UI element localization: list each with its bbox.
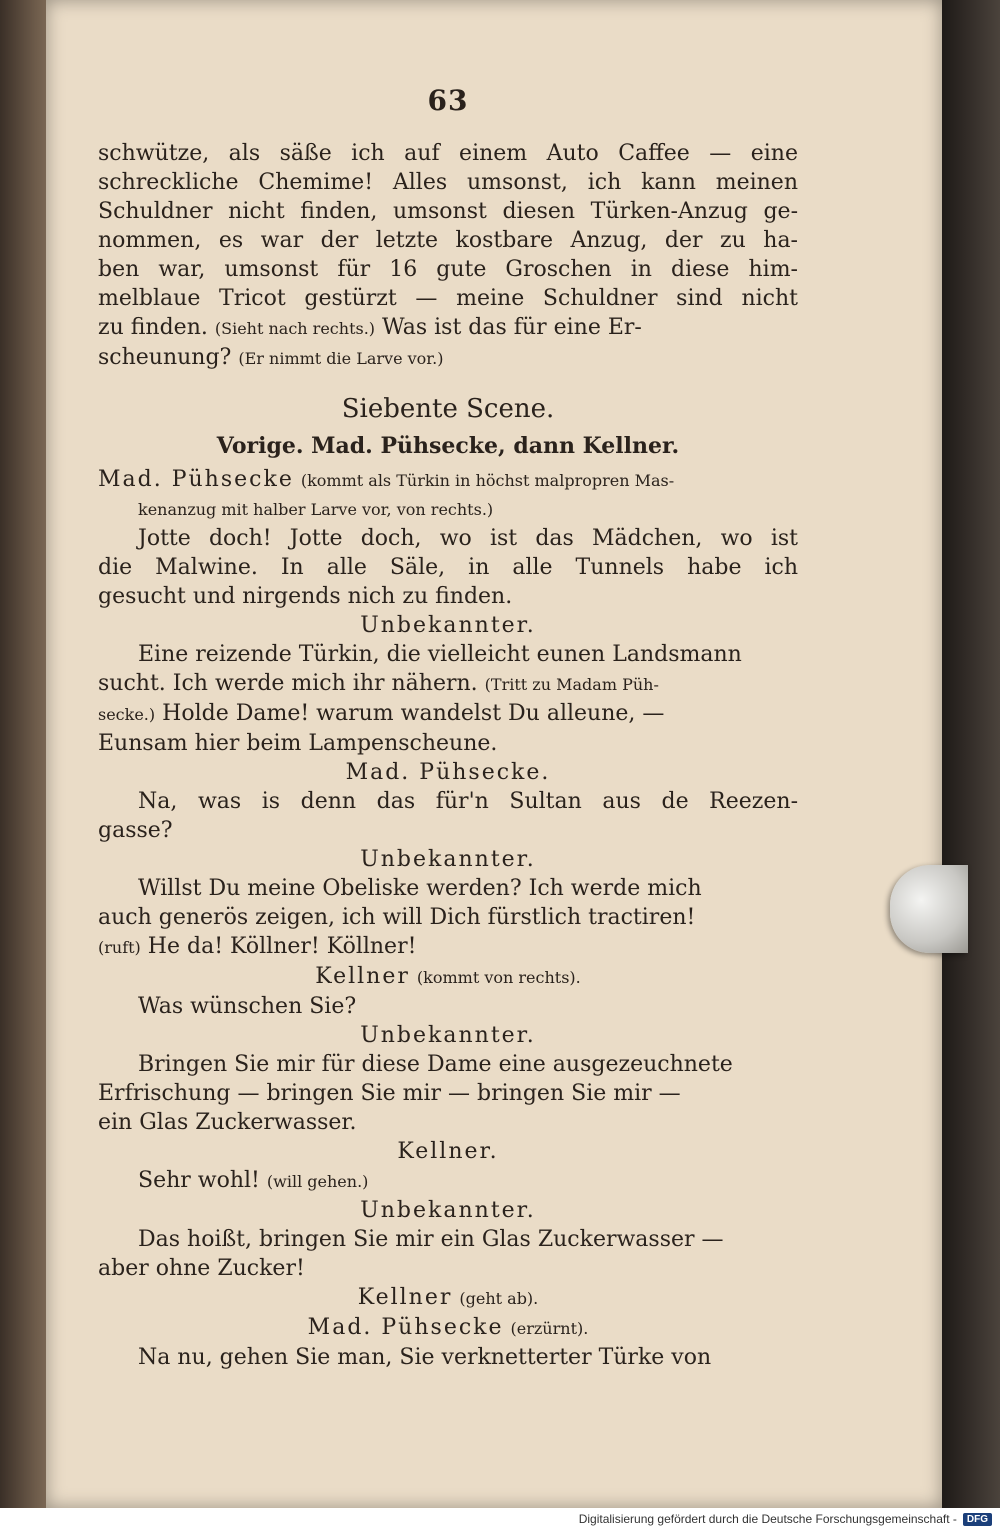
- text-span: sucht. Ich werde mich ihr nähern.: [98, 671, 478, 696]
- text-line: auch generös zeigen, ich will Dich fürstlich tractiren!: [98, 905, 696, 930]
- stage-direction: (geht ab).: [459, 1289, 539, 1308]
- speaker-heading: Unbekannter.: [360, 1023, 536, 1048]
- text-span: Holde Dame! warum wandelst Du alleune, —: [162, 701, 665, 726]
- scene-title: Siebente Scene.: [341, 394, 555, 424]
- text-line: Schuldner nicht finden, umsonst diesen Türken-Anzug ge-: [98, 199, 798, 224]
- text-line: [98, 1166, 798, 1196]
- text-line: ein Glas Zuckerwasser.: [98, 1110, 357, 1135]
- text-line: [98, 932, 798, 962]
- speaker-heading: [98, 1283, 798, 1313]
- dfg-logo: DFG: [963, 1513, 992, 1526]
- text-line: Eunsam hier beim Lampenscheune.: [98, 731, 498, 756]
- stage-direction: (Er nimmt die Larve vor.): [238, 349, 444, 368]
- text-line: aber ohne Zucker!: [98, 1256, 305, 1281]
- text-line: [98, 343, 798, 373]
- cast-list: Vorige. Mad. Pühsecke, dann Kellner.: [216, 433, 680, 459]
- stage-direction: (kommt von rechts).: [416, 968, 581, 987]
- text-line: [98, 669, 798, 699]
- footer-bar: [0, 1508, 1000, 1530]
- book-edge: [940, 0, 1000, 1530]
- footer-text: Digitalisierung gefördert durch die Deutsche Forschungsgemeinschaft -: [578, 1512, 957, 1526]
- speaker-name: Kellner: [357, 1285, 453, 1310]
- stage-direction: (Tritt zu Madam Püh-: [484, 675, 659, 694]
- text-line: Jotte doch! Jotte doch, wo ist das Mädchen, wo ist: [138, 526, 798, 551]
- speaker-heading: [98, 1313, 798, 1343]
- text-line: gesucht und nirgends nich zu finden.: [98, 584, 513, 609]
- text-line: Na nu, gehen Sie man, Sie verknetterter Türke von: [138, 1345, 712, 1370]
- text-line: Eine reizende Türkin, die vielleicht eunen Landsmann: [138, 642, 742, 667]
- text-line: schreckliche Chemime! Alles umsonst, ich kann meinen: [98, 170, 798, 195]
- stage-direction: (will gehen.): [266, 1172, 369, 1191]
- text-span: Was ist das für eine Er-: [382, 315, 642, 340]
- text-line: [98, 699, 798, 729]
- book-page: [46, 0, 942, 1508]
- speaker-heading: Unbekannter.: [360, 1198, 536, 1223]
- speaker-heading: Unbekannter.: [360, 613, 536, 638]
- text-span: He da! Köllner! Köllner!: [147, 934, 417, 959]
- speaker-name: Mad. Pühsecke: [98, 467, 294, 492]
- page-content: [98, 84, 798, 1372]
- stage-direction: (ruft): [98, 938, 141, 957]
- text-line: Was wünschen Sie?: [138, 994, 357, 1019]
- stage-direction: (erzürnt).: [510, 1319, 589, 1338]
- text-line: Bringen Sie mir für diese Dame eine ausgezeuchnete: [138, 1052, 733, 1077]
- text-line: Na, was is denn das für'n Sultan aus de Reezen-: [138, 789, 798, 814]
- text-span: Sehr wohl!: [138, 1168, 260, 1193]
- text-line: Erfrischung — bringen Sie mir — bringen Sie mir —: [98, 1081, 681, 1106]
- stage-direction: kenanzug mit halber Larve vor, von rechts.): [138, 500, 494, 519]
- text-line: ben war, umsonst für 16 gute Groschen in diese him-: [98, 257, 798, 282]
- text-line: [98, 465, 798, 495]
- text-span: zu finden.: [98, 315, 208, 340]
- text-line: nommen, es war der letzte kostbare Anzug, der zu ha-: [98, 228, 798, 253]
- page-clip: [890, 865, 968, 953]
- text-line: die Malwine. In alle Säle, in alle Tunnels habe ich: [98, 555, 798, 580]
- text-block: [98, 139, 798, 1372]
- page-number: 63: [427, 84, 469, 117]
- speaker-name: Mad. Pühsecke: [307, 1315, 504, 1340]
- text-line: gasse?: [98, 818, 173, 843]
- stage-direction: secke.): [98, 705, 156, 724]
- text-line: [98, 313, 798, 343]
- speaker-heading: Unbekannter.: [360, 847, 536, 872]
- stage-direction: (Sieht nach rechts.): [214, 319, 376, 338]
- speaker-heading: Mad. Pühsecke.: [345, 760, 551, 785]
- text-line: Das hoißt, bringen Sie mir ein Glas Zuckerwasser —: [138, 1227, 724, 1252]
- speaker-heading: [98, 962, 798, 992]
- speaker-name: Kellner: [315, 964, 410, 989]
- text-line: Willst Du meine Obeliske werden? Ich werde mich: [138, 876, 702, 901]
- stage-direction: (kommt als Türkin in höchst malpropren Mas-: [300, 471, 675, 490]
- speaker-heading: Kellner.: [397, 1139, 499, 1164]
- text-span: scheunung?: [98, 345, 232, 370]
- text-line: schwütze, als säße ich auf einem Auto Caffee — eine: [98, 141, 798, 166]
- text-line: melblaue Tricot gestürzt — meine Schuldner sind nicht: [98, 286, 798, 311]
